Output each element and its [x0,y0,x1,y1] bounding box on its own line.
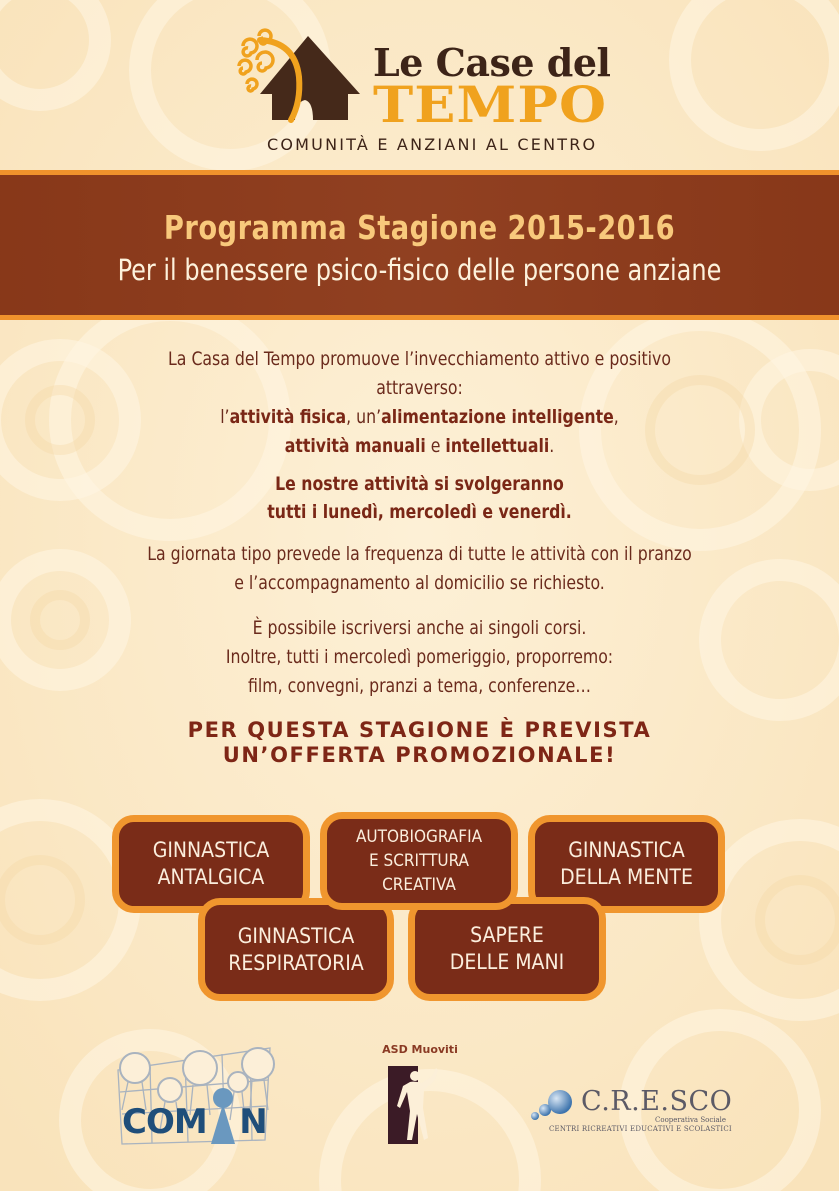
logo-tagline: COMUNITÀ E ANZIANI AL CENTRO [267,135,598,154]
cresco-fullname: CENTRI RICREATIVI EDUCATIVI E SCOLASTICI [549,1125,732,1133]
promo-heading [0,718,839,768]
extra-line2: Inoltre, tutti i mercoledì pomeriggio, proporremo: [225,646,614,668]
cresco-logo [527,1088,737,1138]
intro-line3 [34,403,806,432]
activity-label: E SCRITTURA [368,851,470,871]
banner-title: Programma Stagione 2015-2016 [163,208,676,247]
coman-logo [110,1040,280,1150]
highlight-physical-activity: attività fisica [229,406,347,428]
intro-paragraph [0,345,839,461]
cresco-spheres-icon [527,1086,587,1126]
intro-line1: La Casa del Tempo promuove l’invecchiamento attivo e positivo [168,348,671,370]
activity-ginnastica-respiratoria [198,898,394,1001]
logo-title-line1: Le Case del [373,40,611,85]
intro-line4 [34,432,806,461]
highlight-manual-activities: attività manuali [284,435,426,457]
text: . [549,435,555,457]
promo-line1: PER QUESTA STAGIONE È PREVISTA [187,718,652,742]
text: l’ [220,406,230,428]
activity-label: CREATIVA [382,875,456,895]
athlete-figure-icon [370,1056,470,1146]
cresco-subtitle: Cooperativa Sociale [655,1116,727,1124]
daily-line2: e l’accompagnamento al domicilio se richiesto. [234,572,605,594]
daily-line1: La giornata tipo prevede la frequenza di tutte le attività con il pranzo [147,543,692,565]
highlight-nutrition: alimentazione intelligente [381,406,614,428]
house-with-swirl-icon [225,22,375,132]
schedule-line2: tutti i lunedì, mercoledì e venerdì. [267,501,572,523]
cresco-name: C.R.E.SCO [581,1086,733,1117]
extra-line3: film, convegni, pranzi a tema, conferenze… [247,675,592,697]
activity-label: SAPERE [470,923,544,947]
highlight-intellectual: intellettuali [445,435,550,457]
text: , [613,406,619,428]
schedule-line1: Le nostre attività si svolgeranno [275,473,564,495]
activity-label: GINNASTICA [568,838,685,862]
activity-autobiografia [320,812,518,910]
extra-line1: È possibile iscriversi anche ai singoli corsi. [252,617,587,639]
extra-paragraph [0,614,839,701]
intro-line2: attraverso: [376,377,463,399]
activity-label: GINNASTICA [152,838,270,862]
banner-subtitle: Per il benessere psico-fisico delle persone anziane [117,253,722,287]
asd-label: ASD Muoviti [382,1043,458,1056]
daily-paragraph [0,540,839,598]
asd-muoviti-logo [370,1043,470,1148]
logo [225,22,625,162]
activity-label: DELLE MANI [449,950,565,974]
coman-name: COM N [122,1102,267,1142]
text: e [425,435,446,457]
activity-sapere-mani [408,897,606,1001]
program-banner [0,170,839,320]
logo-title-line2: TEMPO [373,75,608,134]
activity-label: AUTOBIOGRAFIA [355,827,483,847]
activity-label: DELLA MENTE [560,865,693,889]
activity-label: GINNASTICA [237,923,355,948]
activity-label: RESPIRATORIA [228,950,364,975]
promo-line2: UN’OFFERTA PROMOZIONALE! [222,743,617,767]
schedule-paragraph [0,470,839,526]
activity-label: ANTALGICA [157,865,265,889]
text: , un’ [346,406,382,428]
